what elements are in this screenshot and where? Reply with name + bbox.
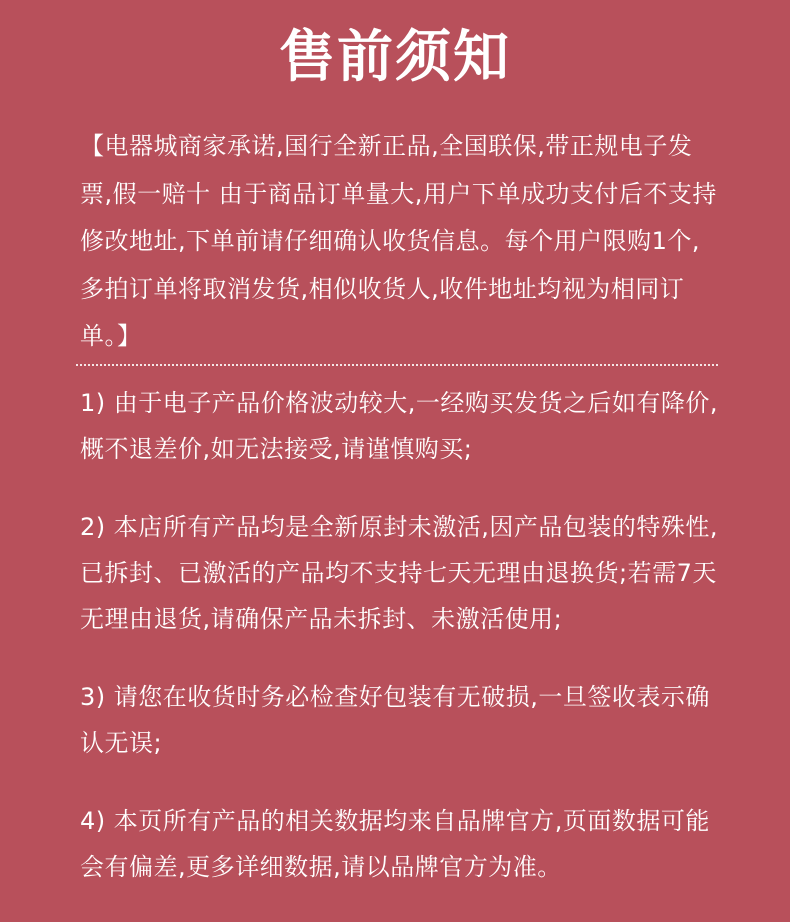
notice-list	[80, 380, 720, 922]
dotted-divider	[76, 364, 718, 366]
page-title: 售前须知	[279, 25, 511, 90]
notice-item-3: 3) 请您在收货时务必检查好包装有无破损,一旦签收表示确认无误;	[80, 683, 710, 757]
merchant-notice: 【电器城商家承诺,国行全新正品,全国联保,带正规电子发票,假一赔十 由于商品订单量大,用户下单成功支付后不支持修改地址,下单前请仔细确认收货信息。每个用户限购1个,多拍订单将取消发货,相似收货人,收件地址均视为相同订单。】	[80, 132, 717, 350]
notice-item-2: 2) 本店所有产品均是全新原封未激活,因产品包装的特殊性,已拆封、已激活的产品均不支持七天无理由退换货;若需7天无理由退货,请确保产品未拆封、未激活使用;	[80, 513, 719, 633]
notice-item-1: 1) 由于电子产品价格波动较大,一经购买发货之后如有降价,概不退差价,如无法接受,请谨慎购买;	[80, 389, 719, 463]
notice-item-4: 4) 本页所有产品的相关数据均来自品牌官方,页面数据可能会有偏差,更多详细数据,请以品牌官方为准。	[80, 807, 710, 881]
